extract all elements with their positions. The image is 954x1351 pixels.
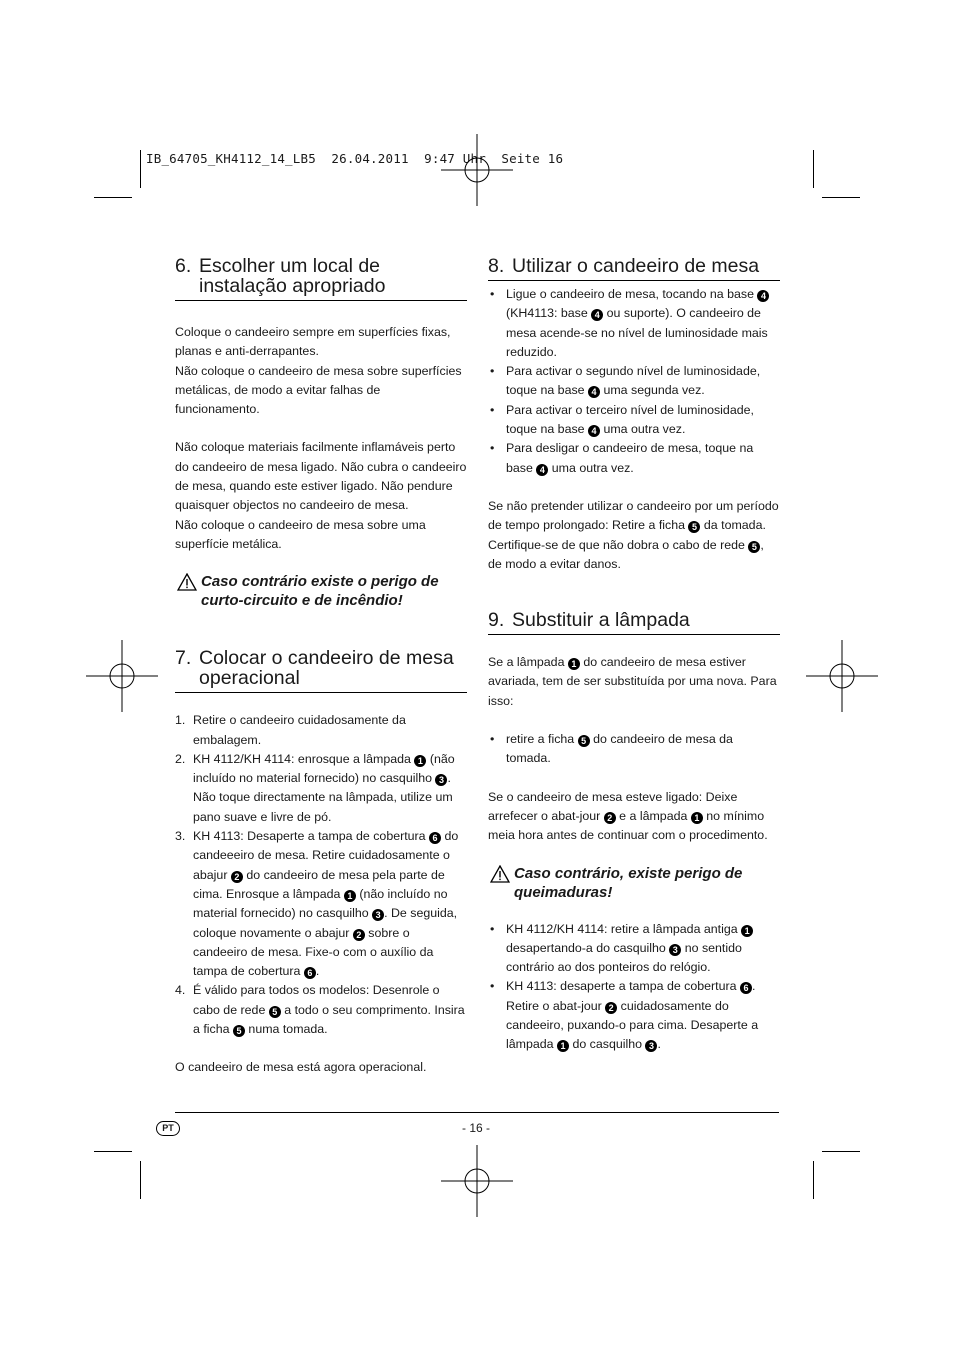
language-badge: PT	[156, 1121, 180, 1136]
section-6-heading	[175, 256, 467, 301]
part-number-badge: 5	[233, 1025, 245, 1037]
section-8-heading	[488, 256, 780, 281]
part-number-badge: 6	[740, 982, 752, 994]
section-title: Utilizar o candeeiro de mesa	[512, 255, 760, 277]
part-number-badge: 1	[741, 925, 753, 937]
section-9-heading	[488, 610, 780, 635]
part-number-badge: 1	[344, 890, 356, 902]
part-number-badge: 4	[591, 309, 603, 321]
crop-mark	[813, 150, 814, 188]
page-number: - 16 -	[461, 1121, 490, 1135]
part-number-badge: 4	[757, 290, 769, 302]
bullet-list	[488, 285, 780, 478]
paragraph: Se não pretender utilizar o candeeiro por um período de tempo prolongado: Retire a ficha 5 da tomada. Certifique-se de que não dobra o cabo de rede 5 , de modo a evitar danos.	[488, 498, 779, 571]
paragraph: Se o candeeiro de mesa esteve ligado: Deixe arrefecer o abat-jour 2 e a lâmpada 1 no mínimo meia hora antes de continuar com o procedimento.	[488, 789, 768, 843]
list-item: • KH 4113: desaperte a tampa de cobertura 6 . Retire o abat-jour 2 cuidadosamente do candeeiro, puxando-o para cima. Desaperte a lâmpada 1 do casquilho 3 .	[488, 977, 780, 1054]
section-title: Substituir a lâmpada	[512, 609, 690, 632]
part-number-badge: 5	[578, 735, 590, 747]
part-number-badge: 3	[372, 909, 384, 921]
paragraph: Não coloque o candeeiro de mesa sobre superfícies metálicas, de modo a evitar falhas de funcionamento.	[175, 363, 462, 417]
crop-mark	[140, 1161, 141, 1199]
footer-rule	[175, 1112, 779, 1113]
registration-mark-top	[441, 134, 513, 206]
warning-triangle-icon	[490, 865, 510, 888]
warning-text: Caso contrário existe o perigo de curto-circuito e de incêndio!	[201, 573, 439, 610]
print-slug: IB_64705_KH4112_14_LB5 26.04.2011 9:47 Uhr Seite 16	[146, 151, 564, 166]
section-number: 6.	[175, 255, 192, 277]
part-number-badge: 6	[304, 967, 316, 979]
part-number-badge: 4	[588, 425, 600, 437]
section-7-heading	[175, 648, 467, 693]
list-item: 2. KH 4112/KH 4114: enrosque a lâmpada 1 (não incluído no material fornecido) no casquilho 3 . Não toque directamente na lâmpada, utilize um pano suave e livre de pó.	[175, 751, 455, 824]
paragraph: O candeeiro de mesa está agora operacional.	[175, 1060, 427, 1075]
registration-mark-bottom	[441, 1145, 513, 1217]
crop-mark	[94, 197, 132, 198]
list-item: • Para activar o terceiro nível de luminosidade, toque na base 4 uma outra vez.	[488, 401, 780, 440]
paragraph: Não coloque o candeeiro de mesa sobre uma superfície metálica.	[175, 517, 426, 551]
part-number-badge: 1	[691, 812, 703, 824]
list-item: 4. É válido para todos os modelos: Desenrole o cabo de rede 5 a todo o seu comprimento. Insira a ficha 5 numa tomada.	[175, 983, 465, 1037]
list-item: 1. Retire o candeeiro cuidadosamente da embalagem.	[175, 713, 406, 747]
part-number-badge: 3	[435, 774, 447, 786]
paragraph: Coloque o candeeiro sempre em superfícies fixas, planas e anti-derrapantes.	[175, 325, 451, 359]
paragraph: Não coloque materiais facilmente inflamáveis perto do candeeiro de mesa ligado. Não cubra o candeeiro de mesa, quando este estiver ligado. Não pendure quaisquer objectos no candeeiro de mesa.	[175, 440, 467, 513]
crop-mark	[813, 1161, 814, 1199]
list-item: • KH 4112/KH 4114: retire a lâmpada antiga 1 desapertando-a do casquilho 3 no sentido contrário ao dos ponteiros do relógio.	[488, 920, 780, 978]
part-number-badge: 1	[568, 658, 580, 670]
part-number-badge: 2	[605, 1002, 617, 1014]
crop-mark	[822, 197, 860, 198]
part-number-badge: 5	[269, 1006, 281, 1018]
list-item: • Para desligar o candeeiro de mesa, toque na base 4 uma outra vez.	[488, 439, 780, 478]
warning-text: Caso contrário, existe perigo de queimaduras!	[514, 864, 743, 901]
part-number-badge: 4	[588, 386, 600, 398]
bullet-list	[488, 730, 780, 769]
warning-notice	[488, 864, 780, 902]
steps-list	[175, 711, 467, 1039]
part-number-badge: 2	[353, 929, 365, 941]
registration-mark-right	[806, 640, 878, 712]
list-item: • Para activar o segundo nível de luminosidade, toque na base 4 uma segunda vez.	[488, 362, 780, 401]
part-number-badge: 6	[429, 832, 441, 844]
list-item: • retire a ficha 5 do candeeiro de mesa da tomada.	[488, 730, 780, 769]
part-number-badge: 2	[604, 812, 616, 824]
part-number-badge: 3	[669, 944, 681, 956]
crop-mark	[822, 1151, 860, 1152]
part-number-badge: 2	[231, 871, 243, 883]
warning-triangle-icon	[177, 573, 197, 596]
section-title: Escolher um local de instalação apropriado	[199, 255, 386, 297]
right-column	[488, 256, 780, 1055]
section-title: Colocar o candeeiro de mesa operacional	[199, 647, 454, 690]
part-number-badge: 5	[688, 521, 700, 533]
warning-notice	[175, 572, 467, 610]
bullet-list	[488, 920, 780, 1055]
paragraph: Se a lâmpada 1 do candeeiro de mesa estiver avariada, tem de ser substituída por uma nova. Para isso:	[488, 655, 777, 708]
part-number-badge: 1	[557, 1040, 569, 1052]
list-item: • Ligue o candeeiro de mesa, tocando na base 4 (KH4113: base 4 ou suporte). O candeeiro de mesa acende-se no nível de luminosidade mais reduzido.	[488, 285, 780, 362]
registration-mark-left	[86, 640, 158, 712]
crop-mark	[140, 150, 141, 188]
list-item: 3. KH 4113: Desaperte a tampa de cobertura 6 do candeeeiro de mesa. Retire cuidadosamente o abajur 2 do candeeiro de mesa pela parte de cima. Enrosque a lâmpada 1 (não incluído no material fornecido) no casquilho 3 . De seguida, coloque novamente o abajur 2 sobre o candeeiro de mesa. Fixe-o com o auxílio da tampa de cobertura 6 .	[175, 829, 459, 979]
part-number-badge: 1	[414, 755, 426, 767]
part-number-badge: 3	[645, 1040, 657, 1052]
left-column	[175, 256, 467, 1078]
section-number: 9.	[488, 609, 505, 632]
section-number: 8.	[488, 255, 505, 277]
crop-mark	[94, 1151, 132, 1152]
part-number-badge: 4	[536, 464, 548, 476]
section-number: 7.	[175, 647, 192, 670]
part-number-badge: 5	[748, 541, 760, 553]
